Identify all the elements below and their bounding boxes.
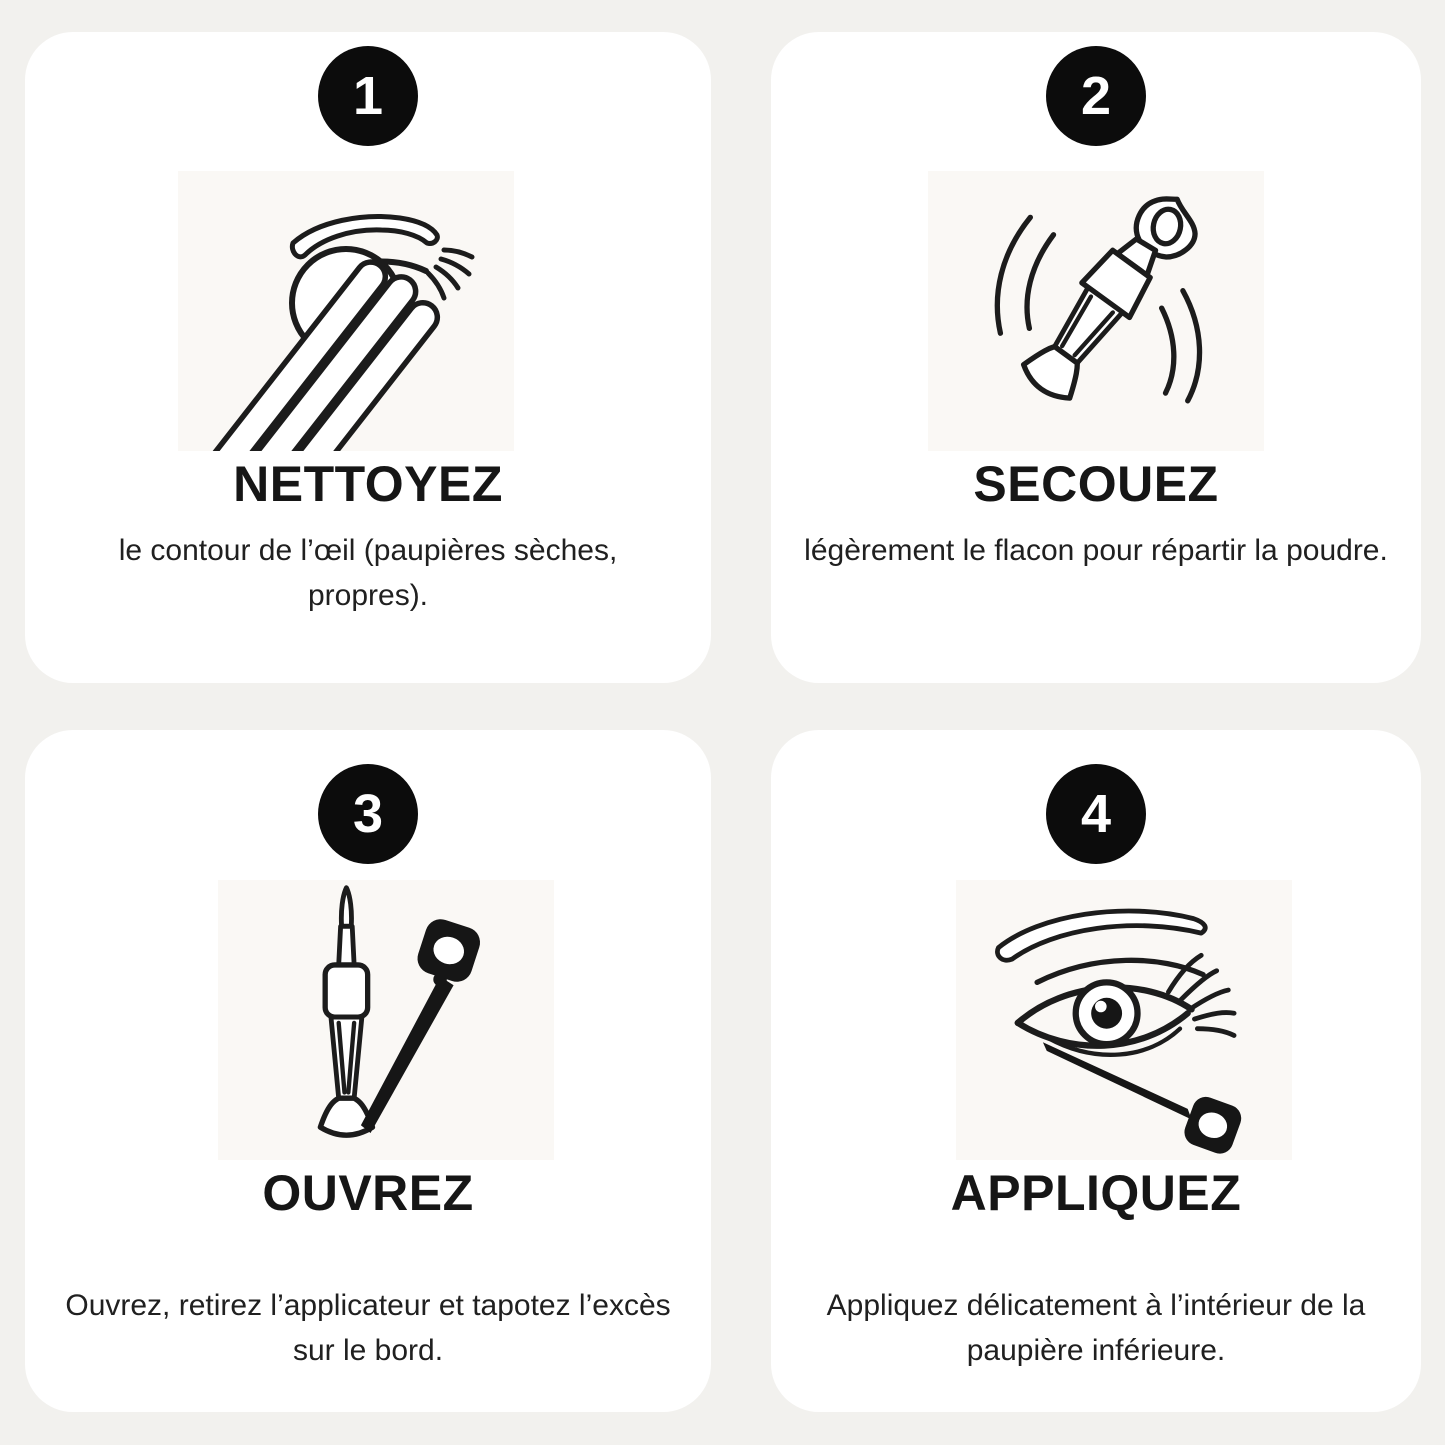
step-title: OUVREZ (262, 1165, 474, 1221)
step-4-number-badge (1046, 764, 1146, 864)
step-description: Ouvrez, retirez l’applicateur et tapotez l’excès sur le bord. (65, 1289, 671, 1367)
step-card-2 (771, 32, 1421, 683)
step-title: APPLIQUEZ (950, 1165, 1242, 1221)
step-1-number-badge (318, 46, 418, 146)
step-card-3 (25, 730, 711, 1412)
step-2-number-badge (1046, 46, 1146, 146)
eye-with-applicator-icon (956, 880, 1292, 1160)
step-number: 4 (1080, 784, 1112, 844)
step-description: le contour de l’œil (paupières sèches, propres). (118, 534, 618, 612)
step-3-number-badge (318, 764, 418, 864)
shaking-kohl-bottle-icon (928, 171, 1264, 451)
step-number: 2 (1080, 66, 1112, 126)
step-card-4 (771, 730, 1421, 1412)
step-description: Appliquez délicatement à l’intérieur de la paupière inférieure. (826, 1289, 1366, 1367)
kohl-bottle-and-applicator-icon (218, 880, 554, 1160)
step-number: 1 (352, 66, 384, 126)
step-title: NETTOYEZ (233, 456, 503, 512)
step-description: légèrement le flacon pour répartir la poudre. (804, 534, 1388, 567)
step-number: 3 (352, 784, 384, 844)
step-title: SECOUEZ (973, 456, 1219, 512)
hand-cleaning-eye-icon (178, 171, 514, 451)
step-card-1 (25, 32, 711, 683)
